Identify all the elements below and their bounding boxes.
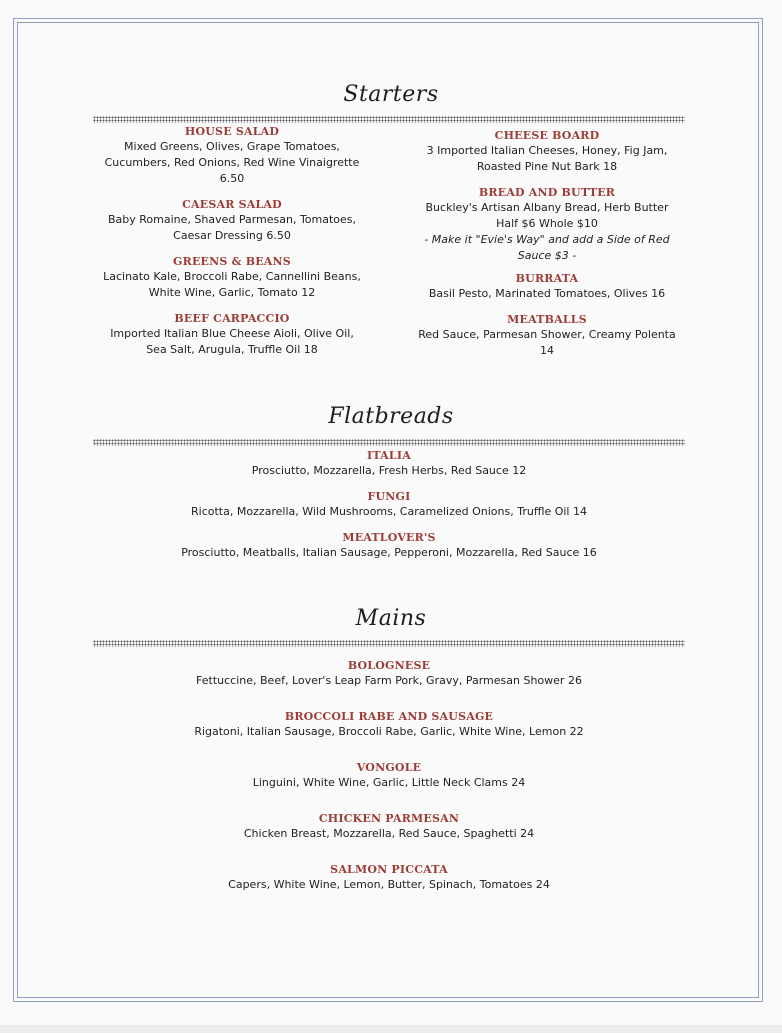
flatbreads-divider <box>93 439 685 446</box>
item-name: SALMON PICCATA <box>330 863 448 876</box>
starters-heading: Starters <box>343 82 439 107</box>
item-name: CHICKEN PARMESAN <box>318 812 460 825</box>
item-name: BREAD AND BUTTER <box>478 186 616 199</box>
item-desc: Sea Salt, Arugula, Truffle Oil 18 <box>146 343 318 356</box>
item-name: CHEESE BOARD <box>494 129 600 142</box>
page-bottom-strip <box>0 1025 782 1033</box>
item-price: 14 <box>540 344 554 357</box>
item-name: HOUSE SALAD <box>184 125 280 138</box>
item-name: VONGOLE <box>356 761 422 774</box>
menu-item-cheese-board <box>408 128 686 175</box>
item-price: Half $6 Whole $10 <box>496 217 598 230</box>
item-desc: Caesar Dressing 6.50 <box>173 229 291 242</box>
starters-divider <box>93 116 685 123</box>
item-desc: Buckley's Artisan Albany Bread, Herb Butter <box>425 201 669 214</box>
item-note: - Make it "Evie's Way" and add a Side of Red <box>424 233 670 246</box>
starters-left-column <box>93 124 371 358</box>
item-name: BROCCOLI RABE AND SAUSAGE <box>284 710 494 723</box>
item-desc: Mixed Greens, Olives, Grape Tomatoes, <box>124 140 340 153</box>
item-desc: Rigatoni, Italian Sausage, Broccoli Rabe, Garlic, White Wine, Lemon 22 <box>194 725 584 738</box>
item-name: ITALIA <box>367 449 411 462</box>
item-desc: Capers, White Wine, Lemon, Butter, Spinach, Tomatoes 24 <box>228 878 550 891</box>
item-desc: Baby Romaine, Shaved Parmesan, Tomatoes, <box>107 213 357 226</box>
item-name: GREENS & BEANS <box>173 255 291 268</box>
menu-item-bolognese <box>93 658 685 689</box>
item-desc: 3 Imported Italian Cheeses, Honey, Fig Jam, <box>426 144 668 157</box>
starters-right-column <box>408 128 686 359</box>
item-desc: Red Sauce, Parmesan Shower, Creamy Polenta <box>418 328 676 341</box>
item-desc: Roasted Pine Nut Bark 18 <box>476 160 618 173</box>
item-desc: Lacinato Kale, Broccoli Rabe, Cannellini Beans, <box>103 270 361 283</box>
item-desc: Cucumbers, Red Onions, Red Wine Vinaigrette <box>104 156 360 169</box>
mains-divider <box>93 640 685 647</box>
item-desc: Basil Pesto, Marinated Tomatoes, Olives 16 <box>428 287 666 300</box>
item-desc: Imported Italian Blue Cheese Aioli, Olive Oil, <box>110 327 354 340</box>
menu-item-fungi <box>93 489 685 520</box>
menu-item-bread-butter <box>408 185 686 264</box>
item-name: BEEF CARPACCIO <box>174 312 290 325</box>
item-name: BURRATA <box>515 272 579 285</box>
item-desc: Fettuccine, Beef, Lover's Leap Farm Pork, Gravy, Parmesan Shower 26 <box>196 674 582 687</box>
item-desc: Ricotta, Mozzarella, Wild Mushrooms, Caramelized Onions, Truffle Oil 14 <box>191 505 587 518</box>
item-name: MEATBALLS <box>507 313 587 326</box>
flatbreads-heading: Flatbreads <box>328 404 454 429</box>
menu-item-chicken-parmesan <box>93 811 685 842</box>
menu-item-burrata <box>408 271 686 302</box>
menu-item-salmon-piccata <box>93 862 685 893</box>
item-name: CAESAR SALAD <box>182 198 282 211</box>
item-name: BOLOGNESE <box>347 659 431 672</box>
item-name: FUNGI <box>367 490 411 503</box>
menu-item-greens-beans <box>93 254 371 301</box>
menu-item-meatlovers <box>93 530 685 561</box>
menu-item-broccoli-rabe-sausage <box>93 709 685 740</box>
item-desc: Chicken Breast, Mozzarella, Red Sauce, Spaghetti 24 <box>243 827 535 840</box>
item-name: MEATLOVER'S <box>342 531 436 544</box>
item-note: Sauce $3 - <box>517 249 577 262</box>
menu-item-beef-carpaccio <box>93 311 371 358</box>
item-desc: White Wine, Garlic, Tomato 12 <box>148 286 316 299</box>
menu-item-caesar-salad <box>93 197 371 244</box>
mains-column <box>93 658 685 893</box>
flatbreads-column <box>93 448 685 561</box>
item-desc: Prosciutto, Mozzarella, Fresh Herbs, Red Sauce 12 <box>251 464 527 477</box>
item-price: 6.50 <box>219 172 245 185</box>
item-desc: Prosciutto, Meatballs, Italian Sausage, Pepperoni, Mozzarella, Red Sauce 16 <box>181 546 597 559</box>
menu-item-vongole <box>93 760 685 791</box>
menu-item-house-salad <box>93 124 371 187</box>
item-desc: Linguini, White Wine, Garlic, Little Neck Clams 24 <box>252 776 526 789</box>
mains-heading: Mains <box>355 606 427 631</box>
menu-item-italia <box>93 448 685 479</box>
menu-item-meatballs <box>408 312 686 359</box>
